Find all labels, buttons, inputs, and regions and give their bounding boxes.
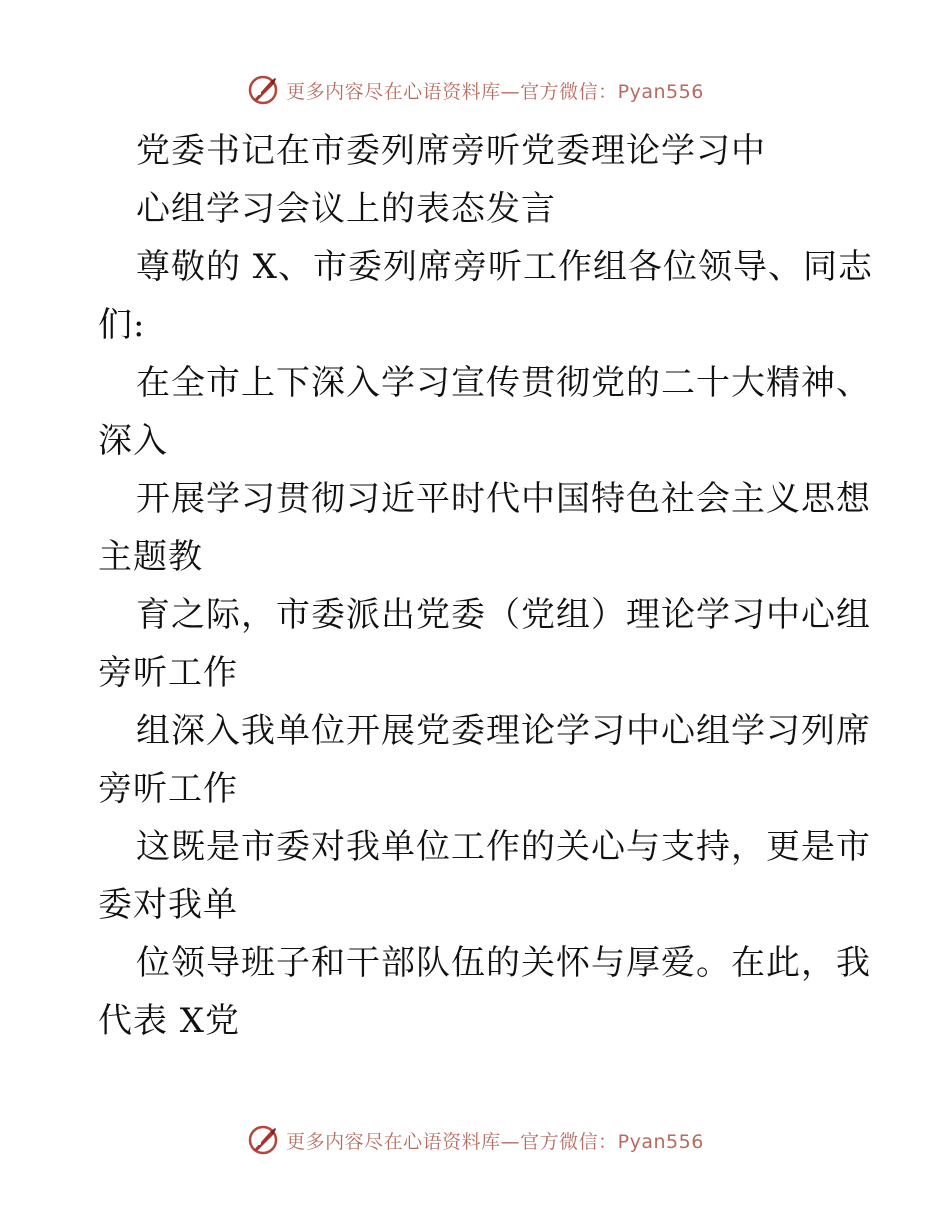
body-line: 在全市上下深入学习宣传贯彻党的二十大精神、 <box>136 363 871 403</box>
footer-banner <box>0 1120 950 1160</box>
body-line: 代表 X党 <box>98 1001 241 1041</box>
body-line: 这既是市委对我单位工作的关心与支持，更是市 <box>136 827 871 867</box>
quill-pen-seal-icon <box>246 73 280 107</box>
salutation-line-2: 们: <box>98 305 146 345</box>
body-line: 深入 <box>98 421 168 461</box>
header-banner-text: 更多内容尽在心语资料库—官方微信：Pyan556 <box>286 80 704 103</box>
body-line: 组深入我单位开展党委理论学习中心组学习列席 <box>136 711 871 751</box>
body-line: 旁听工作 <box>98 769 238 809</box>
body-line: 旁听工作 <box>98 653 238 693</box>
body-line: 位领导班子和干部队伍的关怀与厚爱。在此，我 <box>136 943 871 983</box>
footer-banner-text: 更多内容尽在心语资料库—官方微信：Pyan556 <box>286 1130 704 1153</box>
salutation-line-1: 尊敬的 X、市委列席旁听工作组各位领导、同志 <box>136 247 874 287</box>
body-line: 委对我单 <box>98 885 238 925</box>
body-line: 主题教 <box>98 537 203 577</box>
body-line: 开展学习贯彻习近平时代中国特色社会主义思想 <box>136 479 871 519</box>
title-line-2: 心组学习会议上的表态发言 <box>136 189 556 229</box>
body-line: 育之际，市委派出党委（党组）理论学习中心组 <box>136 595 871 635</box>
quill-pen-seal-icon <box>246 1123 280 1157</box>
title-line-1: 党委书记在市委列席旁听党委理论学习中 <box>136 131 766 171</box>
document-body <box>98 122 874 1050</box>
header-banner <box>0 70 950 110</box>
